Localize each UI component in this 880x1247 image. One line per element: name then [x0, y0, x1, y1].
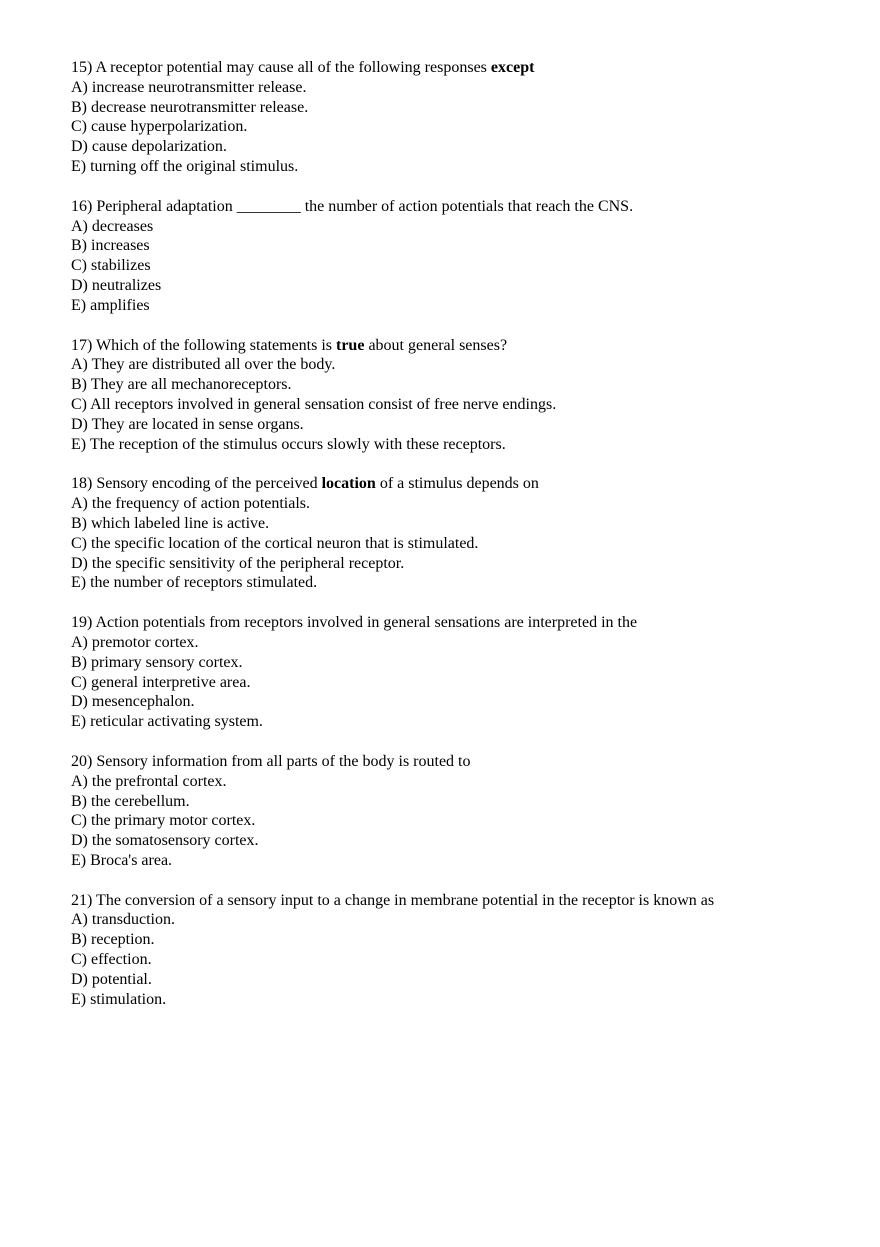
question-stem: 19) Action potentials from receptors involved in general sensations are interpreted in the	[71, 614, 638, 632]
answer-option: B) primary sensory cortex.	[71, 653, 243, 671]
answer-option: D) potential.	[71, 970, 152, 988]
answer-option: C) cause hyperpolarization.	[71, 118, 248, 136]
quiz-page	[71, 58, 851, 1029]
answer-option: C) stabilizes	[71, 257, 151, 275]
answer-option: A) decreases	[71, 217, 154, 235]
answer-option: C) the primary motor cortex.	[71, 812, 256, 830]
answer-option: D) the specific sensitivity of the peripheral receptor.	[71, 554, 405, 572]
stem-emphasis: except	[490, 59, 535, 76]
answer-option: B) decrease neurotransmitter release.	[71, 98, 309, 116]
question-stem: 15) A receptor potential may cause all of the following responses except	[71, 59, 535, 76]
answer-option: A) premotor cortex.	[71, 633, 199, 651]
answer-option: D) They are located in sense organs.	[71, 415, 304, 433]
answer-option: D) mesencephalon.	[71, 693, 195, 711]
answer-option: B) which labeled line is active.	[71, 514, 270, 532]
question-15	[71, 58, 851, 177]
answer-option: D) the somatosensory cortex.	[71, 832, 259, 850]
answer-option: B) increases	[71, 237, 150, 255]
answer-option: A) the frequency of action potentials.	[71, 495, 311, 513]
question-17	[71, 336, 851, 455]
question-stem: 17) Which of the following statements is true about general senses?	[71, 336, 508, 354]
answer-option: A) They are distributed all over the body.	[71, 356, 336, 374]
answer-option: E) stimulation.	[71, 990, 167, 1008]
answer-option: C) effection.	[71, 951, 152, 969]
question-19	[71, 613, 851, 732]
answer-option: B) the cerebellum.	[71, 792, 190, 810]
question-stem: 18) Sensory encoding of the perceived location of a stimulus depends on	[71, 475, 539, 493]
answer-option: A) increase neurotransmitter release.	[71, 78, 307, 96]
answer-option: D) cause depolarization.	[71, 138, 227, 156]
answer-option: E) turning off the original stimulus.	[71, 157, 299, 175]
answer-option: B) reception.	[71, 931, 155, 949]
question-21	[71, 891, 851, 1010]
answer-option: E) the number of receptors stimulated.	[71, 574, 318, 592]
question-stem: 16) Peripheral adaptation ________ the number of action potentials that reach the CNS.	[71, 197, 634, 215]
answer-option: E) amplifies	[71, 296, 150, 314]
answer-option: C) general interpretive area.	[71, 673, 251, 691]
answer-option: C) the specific location of the cortical neuron that is stimulated.	[71, 534, 479, 552]
question-16	[71, 197, 851, 316]
question-stem: 21) The conversion of a sensory input to a change in membrane potential in the receptor is known as	[71, 891, 715, 909]
answer-option: A) transduction.	[71, 911, 175, 929]
question-18	[71, 474, 851, 593]
question-stem: 20) Sensory information from all parts of the body is routed to	[71, 752, 471, 770]
question-20	[71, 752, 851, 871]
stem-emphasis: true	[336, 336, 365, 354]
answer-option: B) They are all mechanoreceptors.	[71, 376, 292, 394]
answer-option: D) neutralizes	[71, 276, 162, 294]
stem-emphasis: location	[321, 475, 376, 493]
answer-option: E) reticular activating system.	[71, 713, 263, 731]
answer-option: E) The reception of the stimulus occurs slowly with these receptors.	[71, 435, 506, 453]
answer-option: C) All receptors involved in general sensation consist of free nerve endings.	[71, 395, 557, 413]
answer-option: E) Broca's area.	[71, 851, 173, 869]
answer-option: A) the prefrontal cortex.	[71, 772, 227, 790]
